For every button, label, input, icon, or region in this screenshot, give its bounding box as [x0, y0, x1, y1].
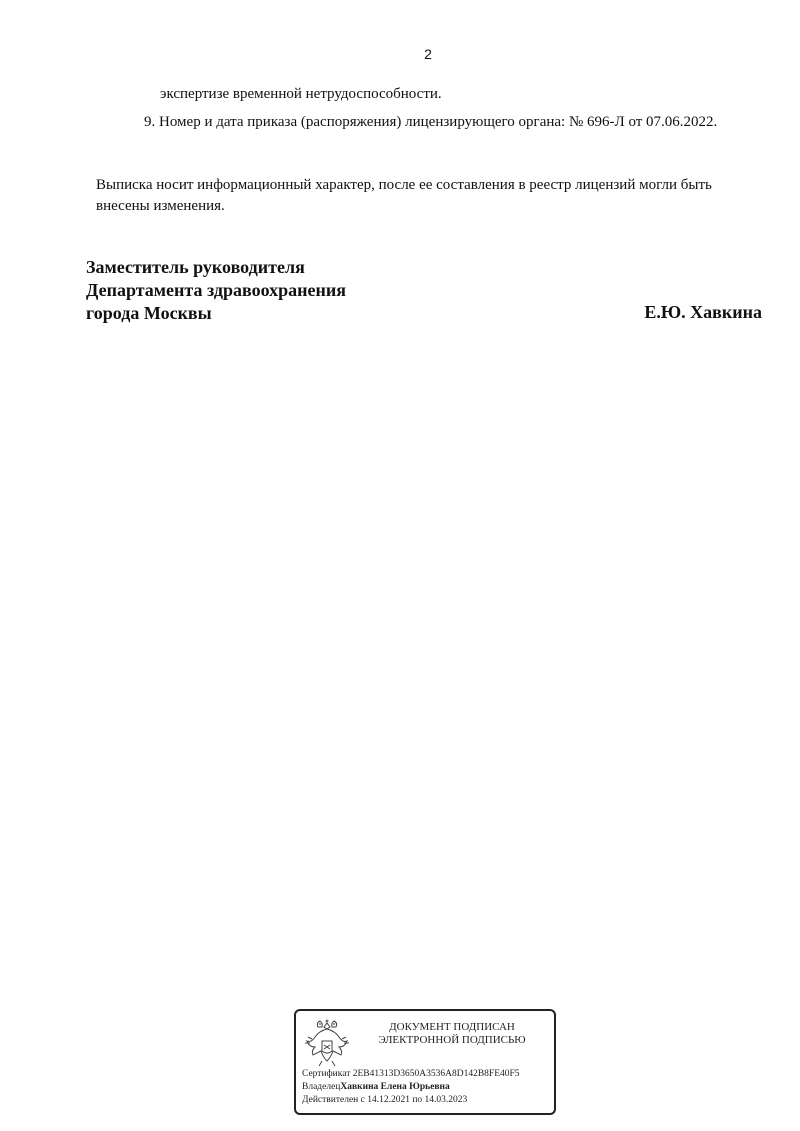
stamp-title	[352, 1021, 552, 1047]
position-line: Заместитель руководителя	[86, 257, 305, 277]
order-item: 9. Номер и дата приказа (распоряжения) лицензирующего органа: № 696-Л от 07.06.2022.	[144, 114, 718, 130]
validity-row: Действителен с 14.12.2021 по 14.03.2023	[302, 1095, 468, 1105]
coat-of-arms-icon	[304, 1017, 350, 1069]
certificate-value: 2EB41313D3650A3536A8D142B8FE40F5	[352, 1069, 520, 1079]
note-line: внесены изменения.	[96, 198, 225, 214]
disclaimer-note	[96, 175, 766, 217]
stamp-title-line: ЭЛЕКТРОННОЙ ПОДПИСЬЮ	[378, 1034, 526, 1046]
signer-position	[86, 256, 346, 325]
certificate-row	[302, 1068, 520, 1081]
stamp-details	[302, 1068, 520, 1107]
position-line: Департамента здравоохранения	[86, 280, 347, 300]
position-line: города Москвы	[86, 303, 212, 323]
body-text-line: экспертизе временной нетрудоспособности.	[160, 86, 442, 102]
electronic-signature-stamp	[294, 1009, 556, 1115]
stamp-title-line: ДОКУМЕНТ ПОДПИСАН	[389, 1021, 515, 1033]
signer-name: Е.Ю. Хавкина	[644, 302, 762, 322]
owner-value: Хавкина Елена Юрьевна	[340, 1082, 450, 1092]
owner-label: Владелец	[302, 1082, 341, 1092]
page-number: 2	[424, 46, 432, 62]
certificate-label: Сертификат	[302, 1069, 351, 1079]
owner-row	[302, 1081, 520, 1094]
note-line: Выписка носит информационный характер, после ее составления в реестр лицензий могли быть	[96, 177, 712, 193]
